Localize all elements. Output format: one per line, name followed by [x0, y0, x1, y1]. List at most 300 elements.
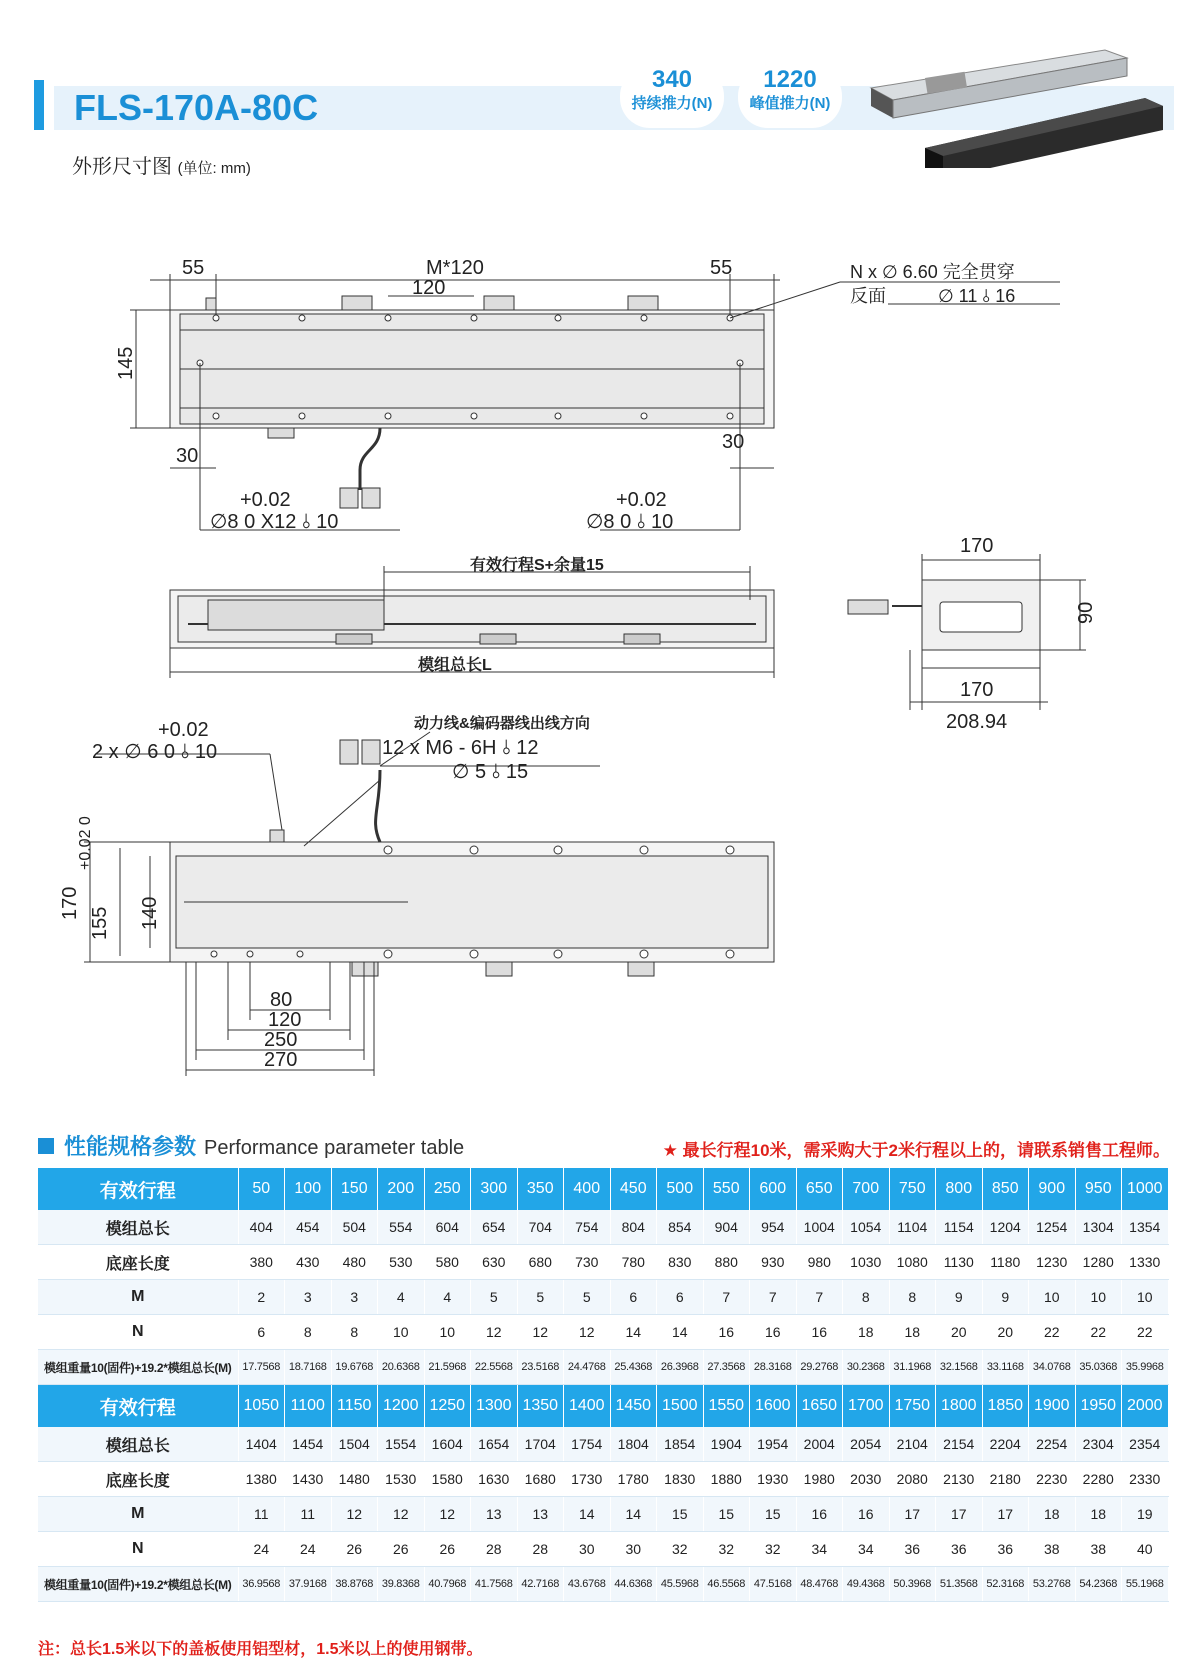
stroke-header-cell: 950	[1075, 1168, 1122, 1210]
value-cell: 14	[564, 1497, 611, 1532]
value-cell: 980	[796, 1245, 843, 1280]
value-cell: 36	[982, 1532, 1029, 1567]
value-cell: 27.3568	[703, 1350, 750, 1385]
value-cell: 12	[424, 1497, 471, 1532]
value-cell: 23.5168	[517, 1350, 564, 1385]
continuous-force-badge	[620, 66, 724, 128]
drawing-subtitle	[72, 150, 251, 179]
stroke-header-cell: 650	[796, 1168, 843, 1210]
value-cell: 46.5568	[703, 1567, 750, 1602]
value-cell: 38	[1029, 1532, 1076, 1567]
bottom-dim-80: 80	[270, 989, 293, 1011]
value-cell: 454	[285, 1210, 332, 1245]
value-cell: 21.5968	[424, 1350, 471, 1385]
stroke-header-cell: 1150	[331, 1385, 378, 1428]
value-cell: 2254	[1029, 1427, 1076, 1462]
value-cell: 8	[889, 1280, 936, 1315]
table-row	[38, 1427, 1168, 1462]
value-cell: 5	[517, 1280, 564, 1315]
value-cell: 680	[517, 1245, 564, 1280]
value-cell: 1680	[517, 1462, 564, 1497]
value-cell: 1404	[238, 1427, 285, 1462]
value-cell: 1154	[936, 1210, 983, 1245]
stroke-header-cell: 600	[750, 1168, 797, 1210]
value-cell: 29.2768	[796, 1350, 843, 1385]
stroke-header-cell: 800	[936, 1168, 983, 1210]
value-cell: 404	[238, 1210, 285, 1245]
value-cell: 1530	[378, 1462, 425, 1497]
footer-note: 注：总长1.5米以下的盖板使用铝型材，1.5米以上的使用钢带。	[38, 1641, 483, 1658]
value-cell: 1304	[1075, 1210, 1122, 1245]
value-cell: 1480	[331, 1462, 378, 1497]
stroke-header-cell: 1250	[424, 1385, 471, 1428]
value-cell: 9	[982, 1280, 1029, 1315]
value-cell: 1654	[471, 1427, 518, 1462]
dim-55-right: 55	[710, 257, 733, 279]
value-cell: 22	[1122, 1315, 1169, 1350]
value-cell: 16	[796, 1497, 843, 1532]
pin-right-main: ∅8 0 ⫰ 10	[586, 511, 674, 533]
bottom-dim-120: 120	[268, 1009, 302, 1031]
pin-left-tol: +0.02	[240, 489, 291, 511]
value-cell: 430	[285, 1245, 332, 1280]
section-title-en: Performance parameter table	[204, 1137, 465, 1159]
value-cell: 7	[796, 1280, 843, 1315]
value-cell: 12	[564, 1315, 611, 1350]
row-label-cell: 底座长度	[38, 1245, 238, 1280]
value-cell: 1904	[703, 1427, 750, 1462]
value-cell: 30.2368	[843, 1350, 890, 1385]
length-label: 模组总长L	[418, 657, 492, 674]
value-cell: 804	[610, 1210, 657, 1245]
value-cell: 10	[424, 1315, 471, 1350]
value-cell: 1780	[610, 1462, 657, 1497]
value-cell: 2230	[1029, 1462, 1076, 1497]
value-cell: 1204	[982, 1210, 1029, 1245]
value-cell: 754	[564, 1210, 611, 1245]
value-cell: 630	[471, 1245, 518, 1280]
value-cell: 37.9168	[285, 1567, 332, 1602]
row-label-cell: 模组重量10(固件)+19.2*模组总长(M)	[38, 1567, 238, 1602]
end-dim-90: 90	[1075, 601, 1097, 624]
pin-left-main: ∅8 0 X12 ⫰ 10	[210, 511, 339, 533]
value-cell: 504	[331, 1210, 378, 1245]
value-cell: 26	[378, 1532, 425, 1567]
value-cell: 28	[471, 1532, 518, 1567]
value-cell: 730	[564, 1245, 611, 1280]
stroke-header-cell: 50	[238, 1168, 285, 1210]
thread-note2: ∅ 5 ⫰ 15	[452, 761, 529, 783]
value-cell: 904	[703, 1210, 750, 1245]
value-cell: 10	[1075, 1280, 1122, 1315]
value-cell: 1754	[564, 1427, 611, 1462]
value-cell: 1130	[936, 1245, 983, 1280]
value-cell: 1704	[517, 1427, 564, 1462]
stroke-header-cell: 1600	[750, 1385, 797, 1428]
value-cell: 36	[889, 1532, 936, 1567]
value-cell: 6	[657, 1280, 704, 1315]
value-cell: 36.9568	[238, 1567, 285, 1602]
value-cell: 954	[750, 1210, 797, 1245]
peak-force-badge	[738, 66, 842, 128]
value-cell: 26	[424, 1532, 471, 1567]
stroke-header-cell: 1950	[1075, 1385, 1122, 1428]
cable-note: 动力线&编码器线出线方向	[414, 715, 590, 732]
table-row	[38, 1280, 1168, 1315]
value-cell: 18	[1029, 1497, 1076, 1532]
value-cell: 24	[238, 1532, 285, 1567]
value-cell: 15	[657, 1497, 704, 1532]
value-cell: 51.3568	[936, 1567, 983, 1602]
product-photo	[865, 48, 1165, 168]
value-cell: 9	[936, 1280, 983, 1315]
value-cell: 554	[378, 1210, 425, 1245]
value-cell: 1330	[1122, 1245, 1169, 1280]
value-cell: 18.7168	[285, 1350, 332, 1385]
value-cell: 2280	[1075, 1462, 1122, 1497]
value-cell: 12	[471, 1315, 518, 1350]
dim-145: 145	[115, 346, 137, 380]
value-cell: 18	[843, 1315, 890, 1350]
stroke-header-cell: 400	[564, 1168, 611, 1210]
value-cell: 3	[331, 1280, 378, 1315]
value-cell: 4	[424, 1280, 471, 1315]
value-cell: 2030	[843, 1462, 890, 1497]
value-cell: 40	[1122, 1532, 1169, 1567]
value-cell: 24.4768	[564, 1350, 611, 1385]
end-dim-20894: 208.94	[946, 711, 1008, 733]
value-cell: 50.3968	[889, 1567, 936, 1602]
table-row	[38, 1245, 1168, 1280]
stroke-header-cell: 1550	[703, 1385, 750, 1428]
value-cell: 2004	[796, 1427, 843, 1462]
dim-120-top: 120	[412, 277, 446, 299]
row-label-cell: M	[38, 1280, 238, 1315]
table-row	[38, 1210, 1168, 1245]
table-header-row	[38, 1385, 1168, 1428]
value-cell: 16	[750, 1315, 797, 1350]
stroke-header-cell: 200	[378, 1168, 425, 1210]
value-cell: 2	[238, 1280, 285, 1315]
value-cell: 1230	[1029, 1245, 1076, 1280]
value-cell: 17	[889, 1497, 936, 1532]
pin-right-tol: +0.02	[616, 489, 667, 511]
value-cell: 24	[285, 1532, 332, 1567]
dim-m120: M*120	[426, 257, 484, 279]
bottom-dim-270: 270	[264, 1049, 298, 1071]
value-cell: 2104	[889, 1427, 936, 1462]
table-row	[38, 1315, 1168, 1350]
row-label-cell: N	[38, 1315, 238, 1350]
stroke-header-cell: 1100	[285, 1385, 332, 1428]
value-cell: 47.5168	[750, 1567, 797, 1602]
value-cell: 35.0368	[1075, 1350, 1122, 1385]
header-accent-bar	[34, 80, 44, 130]
value-cell: 2204	[982, 1427, 1029, 1462]
bottom-dim-155: 155	[89, 906, 111, 940]
table-row	[38, 1497, 1168, 1532]
stroke-header-cell: 1500	[657, 1385, 704, 1428]
value-cell: 18	[889, 1315, 936, 1350]
dim-30-left: 30	[176, 445, 199, 467]
value-cell: 12	[378, 1497, 425, 1532]
row-label-cell: N	[38, 1532, 238, 1567]
value-cell: 1604	[424, 1427, 471, 1462]
hole-note-line2: 反面	[850, 286, 886, 306]
value-cell: 1954	[750, 1427, 797, 1462]
value-cell: 20.6368	[378, 1350, 425, 1385]
value-cell: 14	[657, 1315, 704, 1350]
header-label-cell: 有效行程	[38, 1168, 238, 1210]
value-cell: 2130	[936, 1462, 983, 1497]
value-cell: 704	[517, 1210, 564, 1245]
value-cell: 1104	[889, 1210, 936, 1245]
value-cell: 1980	[796, 1462, 843, 1497]
bottom-dim-170: 170	[59, 886, 81, 920]
value-cell: 1004	[796, 1210, 843, 1245]
end-dim-170-bottom: 170	[960, 679, 994, 701]
stroke-header-cell: 150	[331, 1168, 378, 1210]
value-cell: 1630	[471, 1462, 518, 1497]
peak-force-value: 1220	[763, 66, 817, 93]
peak-force-label: 峰值推力(N)	[749, 95, 831, 112]
value-cell: 30	[610, 1532, 657, 1567]
stroke-header-cell: 1850	[982, 1385, 1029, 1428]
value-cell: 2330	[1122, 1462, 1169, 1497]
value-cell: 20	[982, 1315, 1029, 1350]
section-title	[38, 1130, 464, 1161]
value-cell: 2154	[936, 1427, 983, 1462]
value-cell: 1580	[424, 1462, 471, 1497]
end-dim-170-top: 170	[960, 535, 994, 557]
value-cell: 1504	[331, 1427, 378, 1462]
value-cell: 17	[936, 1497, 983, 1532]
value-cell: 19	[1122, 1497, 1169, 1532]
value-cell: 580	[424, 1245, 471, 1280]
value-cell: 1930	[750, 1462, 797, 1497]
stroke-header-cell: 750	[889, 1168, 936, 1210]
value-cell: 1854	[657, 1427, 704, 1462]
table-row	[38, 1462, 1168, 1497]
stroke-header-cell: 700	[843, 1168, 890, 1210]
row-label-cell: M	[38, 1497, 238, 1532]
value-cell: 13	[471, 1497, 518, 1532]
value-cell: 26.3968	[657, 1350, 704, 1385]
table-header-row	[38, 1168, 1168, 1210]
value-cell: 32	[703, 1532, 750, 1567]
stroke-header-cell: 1000	[1122, 1168, 1169, 1210]
value-cell: 39.8368	[378, 1567, 425, 1602]
continuous-force-value: 340	[651, 66, 693, 93]
value-cell: 34	[796, 1532, 843, 1567]
value-cell: 13	[517, 1497, 564, 1532]
value-cell: 14	[610, 1315, 657, 1350]
value-cell: 1830	[657, 1462, 704, 1497]
value-cell: 1454	[285, 1427, 332, 1462]
value-cell: 930	[750, 1245, 797, 1280]
bottom-dim-155-tol: +0.02 0	[77, 816, 94, 870]
value-cell: 15	[703, 1497, 750, 1532]
stroke-header-cell: 450	[610, 1168, 657, 1210]
value-cell: 14	[610, 1497, 657, 1532]
value-cell: 54.2368	[1075, 1567, 1122, 1602]
value-cell: 33.1168	[982, 1350, 1029, 1385]
dim-30-right: 30	[722, 431, 745, 453]
value-cell: 53.2768	[1029, 1567, 1076, 1602]
value-cell: 1180	[982, 1245, 1029, 1280]
value-cell: 45.5968	[657, 1567, 704, 1602]
hole-note-line1: N x ∅ 6.60 完全贯穿	[850, 262, 1015, 282]
thread-note: 12 x M6 - 6H ⫰ 12	[382, 737, 539, 759]
value-cell: 28.3168	[750, 1350, 797, 1385]
value-cell: 22	[1029, 1315, 1076, 1350]
value-cell: 1554	[378, 1427, 425, 1462]
value-cell: 22.5568	[471, 1350, 518, 1385]
stroke-header-cell: 1450	[610, 1385, 657, 1428]
value-cell: 6	[610, 1280, 657, 1315]
value-cell: 8	[285, 1315, 332, 1350]
value-cell: 10	[1029, 1280, 1076, 1315]
stroke-header-cell: 250	[424, 1168, 471, 1210]
value-cell: 1380	[238, 1462, 285, 1497]
value-cell: 1254	[1029, 1210, 1076, 1245]
value-cell: 7	[750, 1280, 797, 1315]
value-cell: 8	[843, 1280, 890, 1315]
parameter-table	[38, 1168, 1169, 1602]
value-cell: 32.1568	[936, 1350, 983, 1385]
stroke-header-cell: 900	[1029, 1168, 1076, 1210]
value-cell: 7	[703, 1280, 750, 1315]
stroke-header-cell: 1650	[796, 1385, 843, 1428]
value-cell: 5	[471, 1280, 518, 1315]
value-cell: 16	[843, 1497, 890, 1532]
stroke-header-cell: 300	[471, 1168, 518, 1210]
value-cell: 1080	[889, 1245, 936, 1280]
value-cell: 11	[285, 1497, 332, 1532]
value-cell: 2054	[843, 1427, 890, 1462]
value-cell: 43.6768	[564, 1567, 611, 1602]
stroke-header-cell: 500	[657, 1168, 704, 1210]
value-cell: 48.4768	[796, 1567, 843, 1602]
value-cell: 11	[238, 1497, 285, 1532]
value-cell: 44.6368	[610, 1567, 657, 1602]
value-cell: 55.1968	[1122, 1567, 1169, 1602]
value-cell: 480	[331, 1245, 378, 1280]
stroke-header-cell: 1200	[378, 1385, 425, 1428]
value-cell: 10	[378, 1315, 425, 1350]
model-title: FLS-170A-80C	[74, 87, 319, 128]
value-cell: 52.3168	[982, 1567, 1029, 1602]
stroke-header-cell: 1350	[517, 1385, 564, 1428]
stroke-header-cell: 1050	[238, 1385, 285, 1428]
stroke-header-cell: 100	[285, 1168, 332, 1210]
stroke-header-cell: 1400	[564, 1385, 611, 1428]
drawing-subtitle-title: 外形尺寸图	[72, 156, 172, 178]
value-cell: 17	[982, 1497, 1029, 1532]
stroke-header-cell: 1300	[471, 1385, 518, 1428]
stroke-note: ★ 最长行程10米，需采购大于2米行程以上的，请联系销售工程师。	[662, 1141, 1170, 1160]
stroke-header-cell: 1700	[843, 1385, 890, 1428]
value-cell: 34	[843, 1532, 890, 1567]
value-cell: 18	[1075, 1497, 1122, 1532]
value-cell: 12	[331, 1497, 378, 1532]
value-cell: 32	[750, 1532, 797, 1567]
value-cell: 30	[564, 1532, 611, 1567]
value-cell: 4	[378, 1280, 425, 1315]
value-cell: 22	[1075, 1315, 1122, 1350]
value-cell: 34.0768	[1029, 1350, 1076, 1385]
stroke-header-cell: 2000	[1122, 1385, 1169, 1428]
table-row	[38, 1532, 1168, 1567]
value-cell: 15	[750, 1497, 797, 1532]
value-cell: 2304	[1075, 1427, 1122, 1462]
section-square-icon	[38, 1138, 54, 1154]
value-cell: 830	[657, 1245, 704, 1280]
value-cell: 654	[471, 1210, 518, 1245]
bottom-view	[84, 732, 774, 1076]
bottom-dim-250: 250	[264, 1029, 298, 1051]
value-cell: 17.7568	[238, 1350, 285, 1385]
value-cell: 880	[703, 1245, 750, 1280]
value-cell: 42.7168	[517, 1567, 564, 1602]
bottom-pin-tol: +0.02	[158, 719, 209, 741]
value-cell: 1354	[1122, 1210, 1169, 1245]
value-cell: 49.4368	[843, 1567, 890, 1602]
value-cell: 2180	[982, 1462, 1029, 1497]
value-cell: 28	[517, 1532, 564, 1567]
value-cell: 1054	[843, 1210, 890, 1245]
stroke-header-cell: 350	[517, 1168, 564, 1210]
drawing-subtitle-unit: (单位: mm)	[177, 160, 251, 177]
stroke-label: 有效行程S+余量15	[470, 557, 604, 574]
value-cell: 1280	[1075, 1245, 1122, 1280]
hole-note-line2b: ∅ 11 ⫰ 16	[938, 286, 1016, 306]
value-cell: 10	[1122, 1280, 1169, 1315]
continuous-force-label: 持续推力(N)	[631, 95, 713, 112]
value-cell: 41.7568	[471, 1567, 518, 1602]
value-cell: 1030	[843, 1245, 890, 1280]
value-cell: 2354	[1122, 1427, 1169, 1462]
value-cell: 854	[657, 1210, 704, 1245]
table-row	[38, 1350, 1168, 1385]
row-label-cell: 模组重量10(固件)+19.2*模组总长(M)	[38, 1350, 238, 1385]
value-cell: 3	[285, 1280, 332, 1315]
value-cell: 20	[936, 1315, 983, 1350]
value-cell: 1730	[564, 1462, 611, 1497]
stroke-header-cell: 1800	[936, 1385, 983, 1428]
stroke-header-cell: 550	[703, 1168, 750, 1210]
stroke-header-cell: 1750	[889, 1385, 936, 1428]
value-cell: 26	[331, 1532, 378, 1567]
section-title-cn: 性能规格参数	[64, 1134, 197, 1159]
value-cell: 35.9968	[1122, 1350, 1169, 1385]
value-cell: 32	[657, 1532, 704, 1567]
value-cell: 2080	[889, 1462, 936, 1497]
value-cell: 8	[331, 1315, 378, 1350]
bottom-dim-140: 140	[139, 896, 161, 930]
value-cell: 38	[1075, 1532, 1122, 1567]
value-cell: 6	[238, 1315, 285, 1350]
dimension-drawing	[0, 250, 1200, 1100]
value-cell: 5	[564, 1280, 611, 1315]
value-cell: 380	[238, 1245, 285, 1280]
dim-55-left: 55	[182, 257, 205, 279]
value-cell: 38.8768	[331, 1567, 378, 1602]
header-label-cell: 有效行程	[38, 1385, 238, 1428]
row-label-cell: 模组总长	[38, 1427, 238, 1462]
value-cell: 1880	[703, 1462, 750, 1497]
value-cell: 16	[703, 1315, 750, 1350]
